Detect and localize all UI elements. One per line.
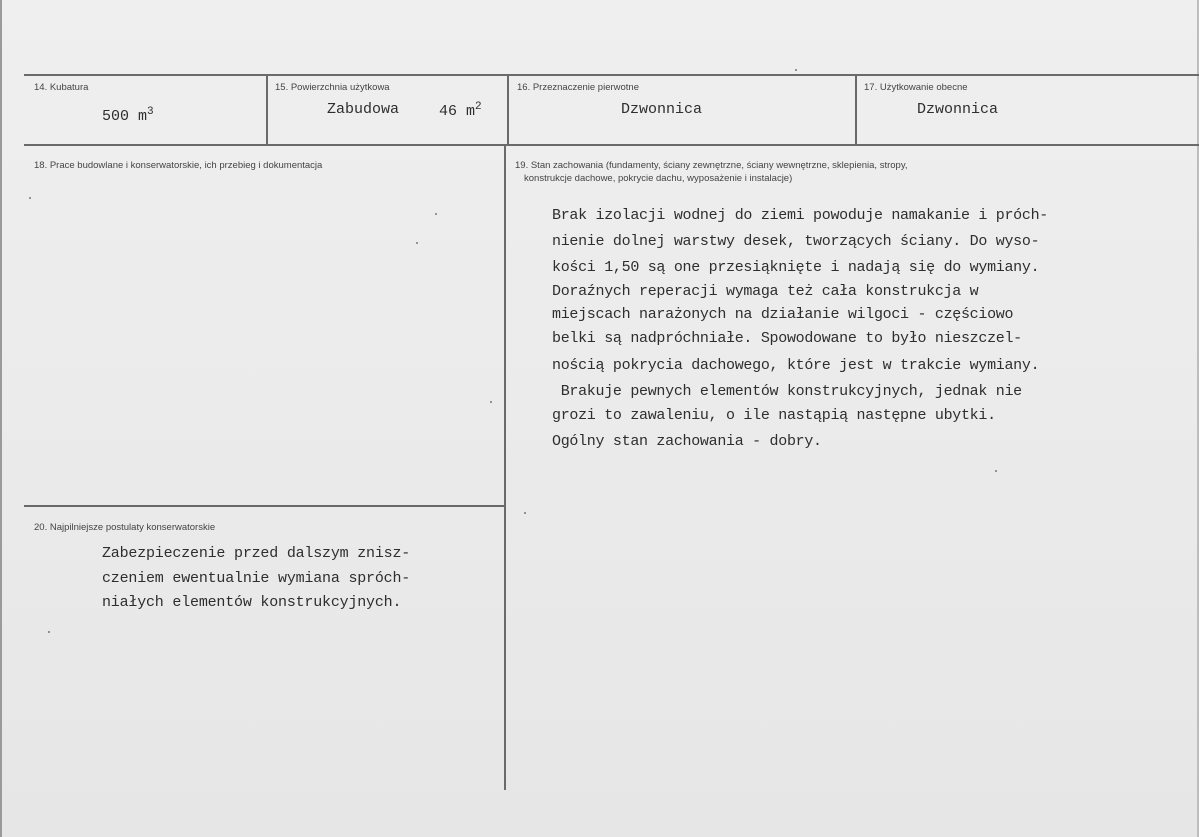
field-19-label-line-1: 19. Stan zachowania (fundamenty, ściany zewnętrzne, ściany wewnętrzne, sklepienia, stropy, — [515, 160, 908, 171]
field-15-value: 46 $m^2$ — [439, 101, 482, 120]
field-16-label: 16. Przeznaczenie pierwotne — [517, 82, 639, 93]
f19-text-line: nienie dolnej warstwy desek, tworzących ściany. Do wyso- — [552, 233, 1040, 250]
paper-speck — [416, 242, 418, 244]
f19-text-line: Doraźnych reperacji wymaga też cała konstrukcja w — [552, 283, 979, 300]
header-divider-3 — [855, 74, 857, 146]
paper-speck — [995, 470, 997, 472]
field-20-label: 20. Najpilniejsze postulaty konserwatorskie — [34, 522, 216, 533]
header-divider-1 — [266, 74, 268, 146]
field-14-value: 500 $m^3$ — [102, 106, 154, 125]
section-18-bottom-rule — [24, 505, 505, 507]
paper-speck — [435, 213, 437, 215]
f19-text-line: grozi to zawaleniu, o ile nastąpią następne ubytki. — [552, 407, 996, 424]
header-bottom-rule — [24, 144, 1199, 146]
header-divider-2 — [507, 74, 509, 146]
field-14-label: 14. Kubatura — [34, 82, 89, 93]
paper-speck — [795, 69, 797, 71]
f20-text-line: niałych elementów konstrukcyjnych. — [102, 594, 402, 611]
paper-speck — [524, 512, 526, 514]
field-16-value: Dzwonnica — [621, 101, 703, 118]
f20-text-line: czeniem ewentualnie wymiana spróch- — [102, 570, 411, 587]
f19-text-line: Ogólny stan zachowania - dobry. — [552, 433, 822, 450]
f19-text-line: belki są nadpróchniałe. Spowodowane to było nieszczel- — [552, 330, 1022, 347]
field-17-label: 17. Użytkowanie obecne — [864, 82, 968, 93]
f19-text-line: nością pokrycia dachowego, które jest w trakcie wymiany. — [552, 357, 1040, 374]
field-17-value: Dzwonnica — [917, 101, 999, 118]
field-18-label: 18. Prace budowlane i konserwatorskie, ich przebieg i dokumentacja — [34, 160, 323, 171]
f19-text-line: Brakuje pewnych elementów konstrukcyjnych, jednak nie — [552, 383, 1022, 400]
f19-text-line: Brak izolacji wodnej do ziemi powoduje namakanie i próch- — [552, 207, 1048, 224]
field-19-label-line-2: konstrukcje dachowe, pokrycie dachu, wyposażenie i instalacje) — [524, 173, 793, 184]
paper-speck — [29, 197, 31, 199]
main-divider — [504, 144, 506, 790]
field-15-label: 15. Powierzchnia użytkowa — [275, 82, 390, 93]
top-rule — [24, 74, 1199, 76]
f19-text-line: kości 1,50 są one przesiąknięte i nadają się do wymiany. — [552, 259, 1040, 276]
field-15-name: Zabudowa — [327, 101, 400, 118]
f19-text-line: miejscach narażonych na działanie wilgoci - częściowo — [552, 306, 1014, 323]
paper-speck — [490, 401, 492, 403]
f20-text-line: Zabezpieczenie przed dalszym znisz- — [102, 545, 411, 562]
paper-speck — [48, 631, 50, 633]
